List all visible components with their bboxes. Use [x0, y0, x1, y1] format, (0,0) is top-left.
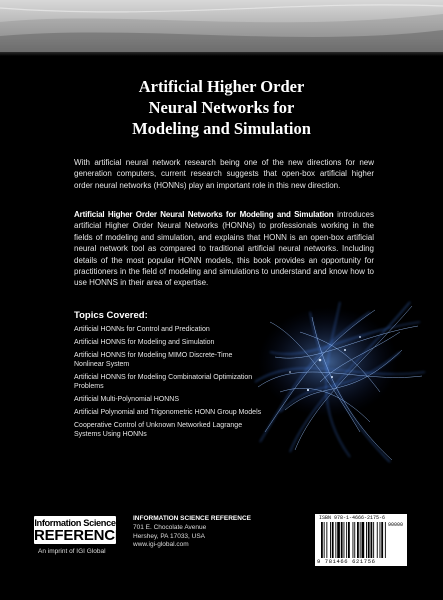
barcode-stripe — [368, 522, 370, 558]
barcode-stripe — [354, 522, 355, 558]
barcode-stripe — [337, 522, 340, 558]
publisher-website: www.igi-global.com — [133, 541, 189, 549]
barcode-stripe — [332, 522, 334, 558]
barcode-stripe — [377, 522, 378, 558]
barcode-stripe — [348, 522, 350, 558]
topic-item: Artificial Multi-Polynomial HONNS — [74, 396, 180, 403]
publisher-name: INFORMATION SCIENCE REFERENCE — [133, 515, 251, 522]
barcode-stripe — [330, 522, 331, 558]
publisher-address-2: Hershey, PA 17033, USA — [133, 532, 206, 540]
barcode-stripe — [381, 522, 383, 558]
barcode-stripe — [380, 522, 381, 558]
top-gradient-band — [0, 0, 443, 56]
barcode-stripe — [346, 522, 347, 558]
topic-item: Artificial HONNS for Modeling and Simulation — [74, 339, 215, 346]
barcode-stripe — [321, 522, 323, 558]
ean-number: 9 781466 621756 — [317, 558, 376, 565]
barcode-icon — [321, 522, 387, 558]
topics-heading: Topics Covered: — [74, 310, 148, 321]
title-line-1: Artificial Higher Order — [138, 77, 305, 96]
neural-network-glow-image — [250, 292, 430, 467]
isbn-text: ISBN 978-1-4666-2175-6 — [319, 515, 386, 521]
title-line-3: Modeling and Simulation — [132, 119, 311, 138]
publisher-logo — [34, 516, 125, 544]
barcode-stripe — [335, 522, 336, 558]
book-title — [40, 76, 403, 139]
barcode-stripe — [341, 522, 343, 558]
barcode-stripe — [353, 522, 354, 558]
title-line-2: Neural Networks for — [148, 98, 295, 117]
logo-line-1: Information Science — [34, 518, 116, 528]
publisher-address-1: 701 E. Chocolate Avenue — [133, 523, 207, 531]
topics-list — [74, 325, 264, 443]
description-text: introduces artificial Higher Order Neural Networks (HONNs) to professionals working in the fields of modeling and simulation, and explains that HONN is an open-box artificial neural network tool as compared to traditional artificial neural networks. Including details of the most popular HONN models, this book provides an opportunity for practitioners in the field of modeling and simulations to understand and know how to use HONNS in their area of expertise. — [74, 210, 375, 288]
barcode-stripe — [385, 522, 386, 558]
barcode-stripe — [324, 522, 325, 558]
description-bold-title: Artificial Higher Order Neural Networks for Modeling and Simulation — [74, 210, 334, 219]
description-paragraph — [74, 209, 374, 289]
barcode-stripe — [326, 522, 327, 558]
topic-item: Artificial HONNS for Modeling Combinatorial Optimization Problems — [74, 374, 253, 390]
topic-item: Artificial HONNS for Modeling MIMO Discrete-Time Nonlinear System — [74, 352, 233, 368]
intro-paragraph: With artificial neural network research being one of the new directions for new generation computers, current research suggests that open-box artificial higher order neural networks (HONNs) play an important role in this new direction. — [74, 158, 374, 190]
barcode-stripe — [366, 522, 367, 558]
barcode-stripe — [357, 522, 359, 558]
barcode-stripe — [344, 522, 345, 558]
price-code: 90000 — [387, 522, 403, 528]
band-bottom-edge — [0, 52, 443, 56]
barcode-stripe — [360, 522, 361, 558]
topic-item: Cooperative Control of Unknown Networked Lagrange Systems Using HONNs — [74, 422, 243, 438]
barcode-stripe — [362, 522, 365, 558]
barcode-stripe — [373, 522, 374, 558]
topic-item: Artificial Polynomial and Trigonometric HONN Group Models — [74, 409, 262, 416]
topic-item: Artificial HONNs for Control and Predication — [74, 326, 210, 333]
imprint-text: An imprint of IGI Global — [38, 548, 106, 555]
barcode-stripe — [371, 522, 373, 558]
publisher-info — [133, 515, 251, 550]
barcode-box — [315, 514, 407, 566]
logo-line-2: REFERENCE — [34, 527, 125, 544]
band-wave-decoration — [0, 0, 443, 56]
